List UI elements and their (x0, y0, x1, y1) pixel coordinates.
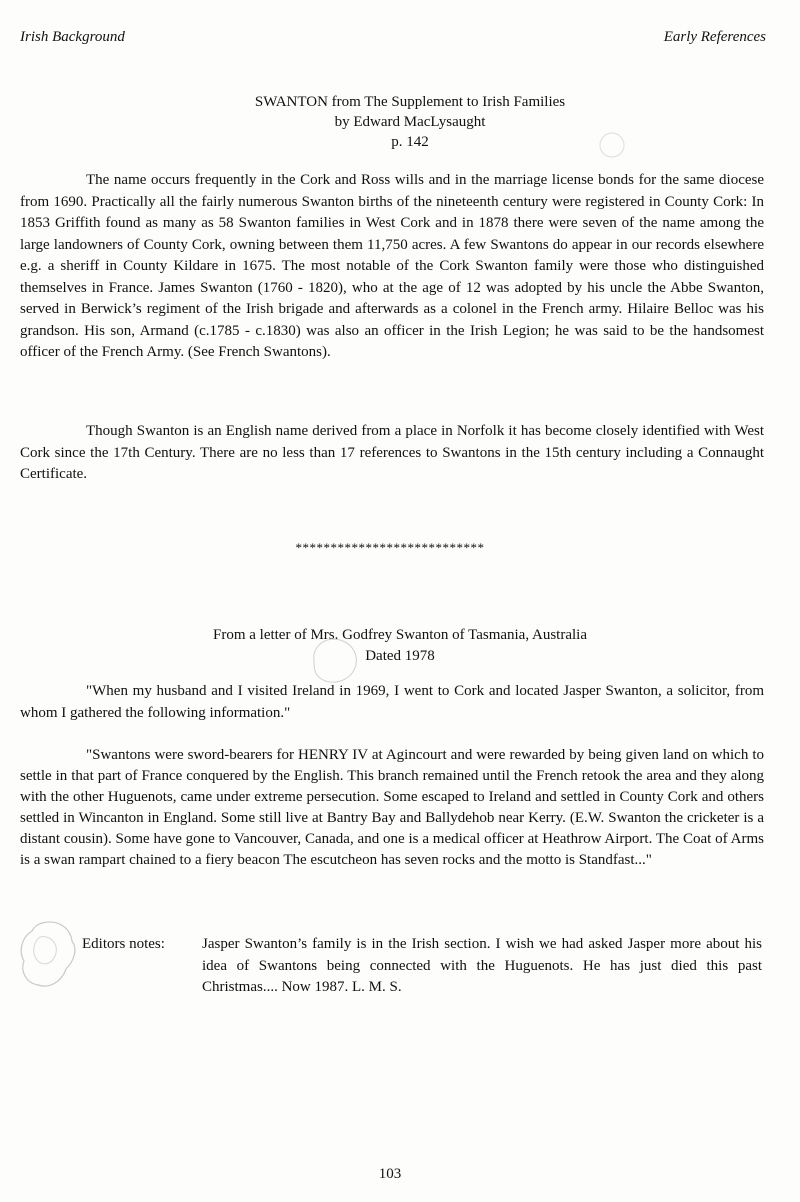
article-title: SWANTON from The Supplement to Irish Families (254, 94, 566, 110)
editors-notes (82, 934, 762, 999)
letter-heading: From a letter of Mrs. Godfrey Swanton of Tasmania, Australia (212, 627, 587, 643)
article-page-ref: p. 142 (391, 134, 429, 150)
body-paragraph-2: Though Swanton is an English name derived from a place in Norfolk it has become closely identified with West Cork since the 17th Century. There are no less than 17 references to Swantons in the 15th century including a Connaught Certificate. (20, 423, 764, 482)
water-stain-left (12, 915, 84, 995)
article-title-block (0, 92, 800, 152)
letter-quote-1: "When my husband and I visited Ireland in 1969, I went to Cork and located Jasper Swanton, a solicitor, from whom I gathered the following information." (20, 683, 764, 721)
letter-date: Dated 1978 (365, 648, 435, 664)
running-header-right: Early References (663, 29, 766, 45)
body-paragraph-1: The name occurs frequently in the Cork and Ross wills and in the marriage license bonds for the same diocese from 1690. Practically all the fairly numerous Swanton births of the nineteenth century were registered in County Cork: In 1853 Griffith found as many as 58 Swanton families in West Cork and in 1878 there were seven of the name among the large landowners of County Cork, owning between them 11,750 acres. A few Swantons do appear in our records elsewhere e.g. a sheriff in County Kildare in 1675. The most notable of the Cork Swanton family were those who distinguished themselves in France. James Swanton (1760 - 1820), who at the age of 12 was adopted by his uncle the Abbe Swanton, served in Berwick’s regiment of the Irish brigade and afterwards as a colonel in the French army. Hilaire Belloc was his grandson. His son, Armand (c.1785 - c.1830) was also an officer in the Irish Legion; he was said to be the handsomest officer of the French Army. (See French Swantons). (20, 172, 764, 360)
editors-notes-text: Jasper Swanton’s family is in the Irish section. I wish we had asked Jasper more about his idea of Swantons being connected with the Huguenots. He has just died this past Christmas.... Now 1987. L. M. S. (202, 936, 762, 995)
letter-quote-2: "Swantons were sword-bearers for HENRY IV at Agincourt and were rewarded by being given land on which to settle in that part of France conquered by the English. This branch remained until the French retook the area and they along with the other Huguenots, came under extreme persecution. Some escaped to Ireland and settled in County Cork and others settled in Wincanton in England. Some still live at Bantry Bay and Ballydehob near Kerry. (E.W. Swanton the cricketer is a distant cousin). Some have gone to Vancouver, Canada, and one is a medical officer at Heathrow Airport. The Coat of Arms is a swan rampart chained to a fiery beacon The escutcheon has seven rocks and the motto is Standfast..." (20, 747, 764, 868)
letter-heading-block (0, 625, 800, 667)
article-author: by Edward MacLysaught (334, 114, 486, 130)
page-number: 103 (378, 1166, 402, 1182)
section-separator: *************************** (295, 540, 485, 555)
running-header-left: Irish Background (20, 29, 125, 45)
editors-notes-label: Editors notes: (82, 936, 165, 952)
